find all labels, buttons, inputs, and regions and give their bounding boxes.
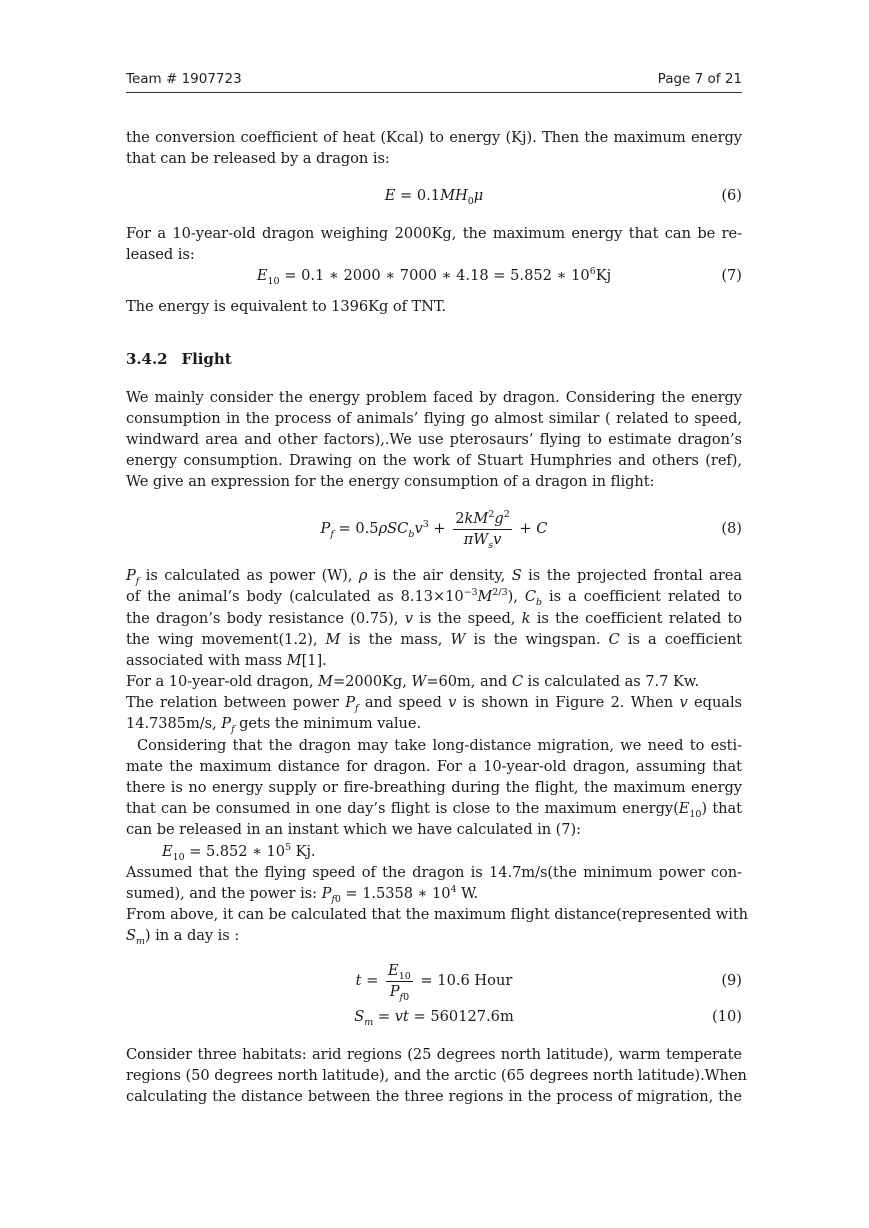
- team-number: Team # 1907723: [126, 71, 242, 87]
- equation-7-body: $E_{10} = 0.1$ ∗ 2000 ∗ 7000 ∗ 4.18 = 5.852 ∗ $10^6Kj$: [256, 266, 612, 287]
- intro-line-2: that can be released by a dragon is:: [126, 150, 390, 167]
- migration-line-4: that can be consumed in one day’s flight is close to the maximum $energy(E_{10})$ that: [126, 800, 742, 820]
- migration-line-5: can be released in an instant which we have calculated in (7):: [126, 821, 582, 838]
- habitats-line-1: Consider three habitats: arid regions (25 degrees north latitude), warm temperate: [126, 1046, 742, 1063]
- equation-8-number: (8): [721, 520, 742, 537]
- migration-line-3: there is no energy supply or fire-breathing during the flight, the maximum energy: [126, 779, 742, 796]
- flight-para-line-3: windward area and other factors),.We use pterosaurs’ flying to estimate dragon’s: [126, 431, 742, 448]
- equation-10-number: (10): [712, 1008, 742, 1025]
- definitions-line-4: the wing movement(1.2), M is the mass, W is the wingspan. C is a coefficient: [126, 631, 742, 648]
- equation-9-number: (9): [721, 972, 742, 989]
- equation-10-body: $S_m$ = vt = 560127.6m: [354, 1008, 514, 1028]
- equation-9-body: t = $\frac{E_{10}}{P_{f0}}$ = 10.6 Hour: [355, 961, 513, 1003]
- definitions-line-3: the dragon’s body resistance (0.75), v is the speed, k is the coefficient related to: [126, 610, 743, 627]
- dragon-params-line: For a 10-year-old dragon, M=2000Kg, W=60m, and C is calculated as 7.7 Kw.: [126, 673, 700, 690]
- from-above-line-1: From above, it can be calculated that the maximum flight distance(represented with: [126, 906, 749, 923]
- equation-9: [126, 959, 742, 1003]
- migration-line-1: Considering that the dragon may take long-distance migration, we need to esti-: [137, 737, 742, 754]
- definitions-line-5: associated with mass M[1].: [126, 652, 327, 669]
- energy-para-line-1: For a 10-year-old dragon weighing 2000Kg, the maximum energy that can be re-: [126, 225, 742, 242]
- equation-6-number: (6): [721, 187, 742, 204]
- header-rule: [126, 92, 742, 93]
- equation-7-number: (7): [721, 267, 742, 284]
- e10-value-line: $E_{10} = 5.852$ ∗ $10^5$ Kj.: [162, 842, 316, 863]
- page-header: [126, 71, 742, 87]
- assumed-line-2: sumed), and the power is: $P_{f0} = 1.5358$ ∗ $10^4$ W.: [126, 884, 479, 905]
- definitions-line-2: of the animal’s body (calculated as $8.13\times 10^{-3}M^{2/3}$), $C_b$ is a coefficient related to: [126, 587, 743, 608]
- page-number: Page 7 of 21: [657, 71, 742, 87]
- relation-line-1: The relation between power $P_f$ and speed v is shown in Figure 2. When v equals: [126, 694, 742, 714]
- flight-para-line-2: consumption in the process of animals’ flying go almost similar ( related to speed,: [126, 410, 742, 427]
- section-number: 3.4.2: [126, 350, 168, 368]
- from-above-line-2: $S_m$) in a day is :: [126, 927, 240, 947]
- equation-6-body: $E = 0.1MH_0\mu$: [384, 187, 484, 207]
- flight-para-line-5: We give an expression for the energy consumption of a dragon in flight:: [126, 473, 655, 490]
- migration-line-2: mate the maximum distance for dragon. For a 10-year-old dragon, assuming that: [126, 758, 742, 775]
- tnt-line: The energy is equivalent to 1396Kg of TNT.: [126, 298, 447, 315]
- habitats-line-2: regions (50 degrees north latitude), and the arctic (65 degrees north latitude).When: [126, 1067, 747, 1084]
- definitions-line-1: $P_f$ is calculated as power (W), ρ is the air density, S is the projected frontal area: [126, 567, 742, 587]
- flight-para-line-4: energy consumption. Drawing on the work of Stuart Humphries and others (ref),: [126, 452, 742, 469]
- relation-line-2: 14.7385m/s, $P_f$ gets the minimum value.: [126, 715, 422, 735]
- assumed-line-1: Assumed that the flying speed of the dragon is 14.7m/s(the minimum power con-: [126, 864, 742, 881]
- equation-8: [126, 507, 742, 551]
- energy-para-line-2: leased is:: [126, 246, 195, 263]
- section-heading: [126, 349, 742, 370]
- section-title: Flight: [181, 350, 232, 368]
- habitats-line-3: calculating the distance between the three regions in the process of migration, the: [126, 1088, 742, 1105]
- intro-line-1: the conversion coefficient of heat (Kcal) to energy (Kj). Then the maximum energy: [126, 129, 742, 146]
- flight-para-line-1: We mainly consider the energy problem faced by dragon. Considering the energy: [126, 389, 742, 406]
- equation-8-body: $P_f = 0.5\rho SC_bv^3$ + $\frac{2kM^2g^2}{\pi W_sv}$ + C: [320, 508, 548, 551]
